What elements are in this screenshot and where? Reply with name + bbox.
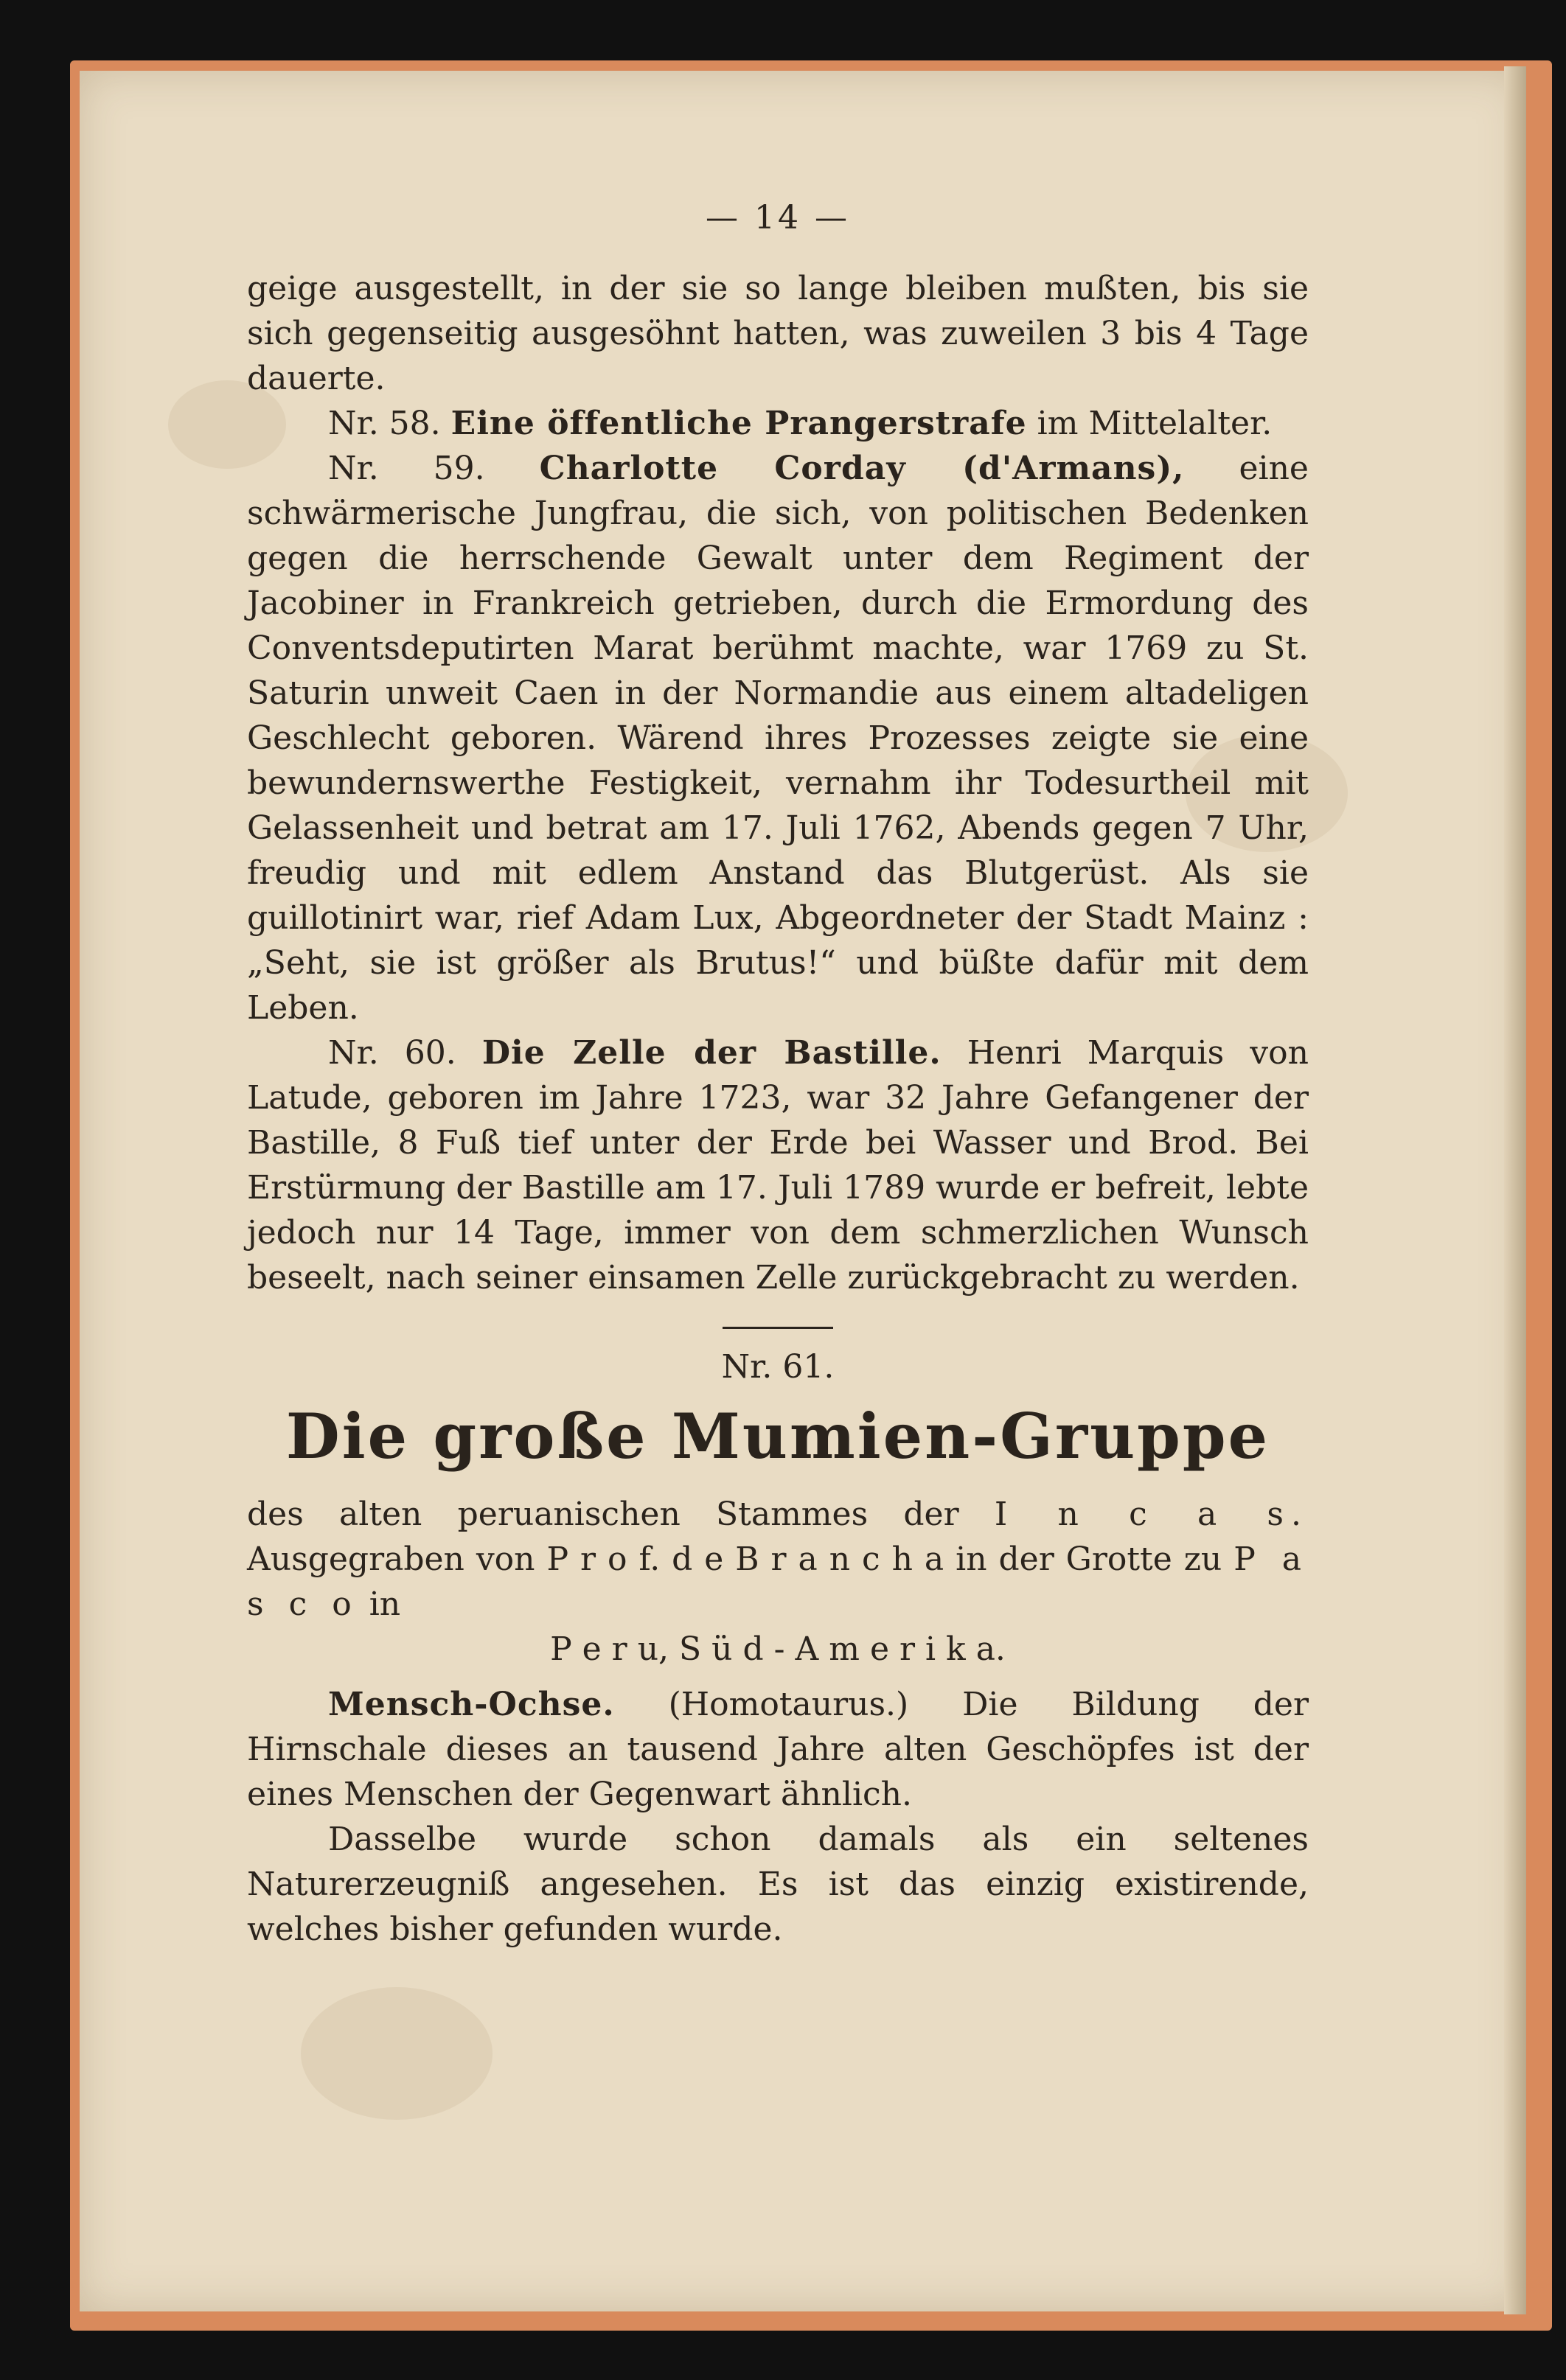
entry-59 xyxy=(247,446,1309,1030)
entry-title: Eine öffentliche Prangerstrafe xyxy=(450,405,1027,442)
page-number: — 14 — xyxy=(706,199,850,237)
page-content xyxy=(247,199,1309,1952)
entry-title: Charlotte Corday (d'Armans), xyxy=(539,450,1185,487)
subtitle-text: Ausgegraben von xyxy=(247,1540,535,1578)
mumien-paragraph-2 xyxy=(247,1817,1309,1952)
entry-text: im Mittelalter. xyxy=(1037,405,1273,442)
incas-name: I n c a s. xyxy=(994,1496,1309,1533)
paragraph-text: Dasselbe wurde schon damals als ein seltenes Naturerzeugniß angesehen. Es ist das einzig existirende, welches bisher gefunden wurde. xyxy=(247,1821,1309,1948)
entry-text: Henri Marquis von Latude, geboren im Jahre 1723, war 32 Jahre Gefangener der Bastille, 8 Fuß tief unter der Erde bei Wasser und Brod. Bei Erstürmung der Bastille am 17. Juli 1789 wurde er befreit, lebte jedoch nur 14 Tage, immer von dem schmerzlichen Wunsch beseelt, nach seiner einsamen Zelle zurückgebracht zu werden. xyxy=(247,1034,1309,1297)
paragraph-text: (Homotaurus.) Die Bildung der Hirnschale dieses an tausend Jahre alten Geschöpfes ist der eines Menschen der Gegenwart ähnlich. xyxy=(247,1686,1309,1813)
professor-name: P r o f. d e B r a n c h a xyxy=(546,1540,944,1578)
entry-60 xyxy=(247,1030,1309,1300)
entry-label: Nr. 59. xyxy=(328,450,485,487)
place-name: P a s c o xyxy=(247,1540,1309,1623)
section-title: Die große Mumien-Gruppe xyxy=(285,1400,1270,1473)
section-subtitle xyxy=(247,1492,1309,1627)
subtitle-text: in der Grotte zu xyxy=(956,1540,1222,1578)
subtitle-text: des alten peruanischen Stammes der xyxy=(247,1496,959,1533)
subtitle-text: in xyxy=(369,1585,401,1623)
country-line xyxy=(247,1627,1309,1672)
country-name: P e r u, S ü d - A m e r i k a. xyxy=(550,1630,1006,1668)
continuation-paragraph xyxy=(247,266,1309,401)
mumien-paragraph-1 xyxy=(247,1682,1309,1817)
section-divider xyxy=(723,1327,833,1329)
entry-text: eine schwärmerische Jungfrau, die sich, von politischen Bedenken gegen die herrschende Gewalt unter dem Regiment der Jacobiner in Frankreich getrieben, durch die Ermordung des Conventsdeputirten Marat berühmt machte, war 1769 zu St. Saturin unweit Caen in der Normandie aus einem altadeligen Geschlecht geboren. Wärend ihres Prozesses zeigte sie eine bewundernswerthe Festigkeit, vernahm ihr Todesurtheil mit Gelassenheit und betrat am 17. Juli 1762, Abends gegen 7 Uhr, freudig und mit edlem Anstand das Blutgerüst. Als sie guillotinirt war, rief Adam Lux, Abgeordneter der Stadt Mainz : „Seht, sie ist größer als Brutus!“ und büßte dafür mit dem Leben. xyxy=(247,450,1309,1027)
entry-title: Die Zelle der Bastille. xyxy=(481,1034,942,1072)
page-fold-shadow xyxy=(1504,66,1526,2314)
paper-stain xyxy=(301,1987,493,2120)
paragraph-head: Mensch-Ochse. xyxy=(328,1686,615,1723)
entry-label: Nr. 58. xyxy=(328,405,441,442)
entry-58 xyxy=(247,401,1309,446)
continuation-text: geige ausgestellt, in der sie so lange bleiben mußten, bis sie sich gegenseitig ausgesöhnt hatten, was zuweilen 3 bis 4 Tage dauerte. xyxy=(247,270,1309,397)
section-label: Nr. 61. xyxy=(721,1348,835,1386)
entry-label: Nr. 60. xyxy=(328,1034,456,1072)
